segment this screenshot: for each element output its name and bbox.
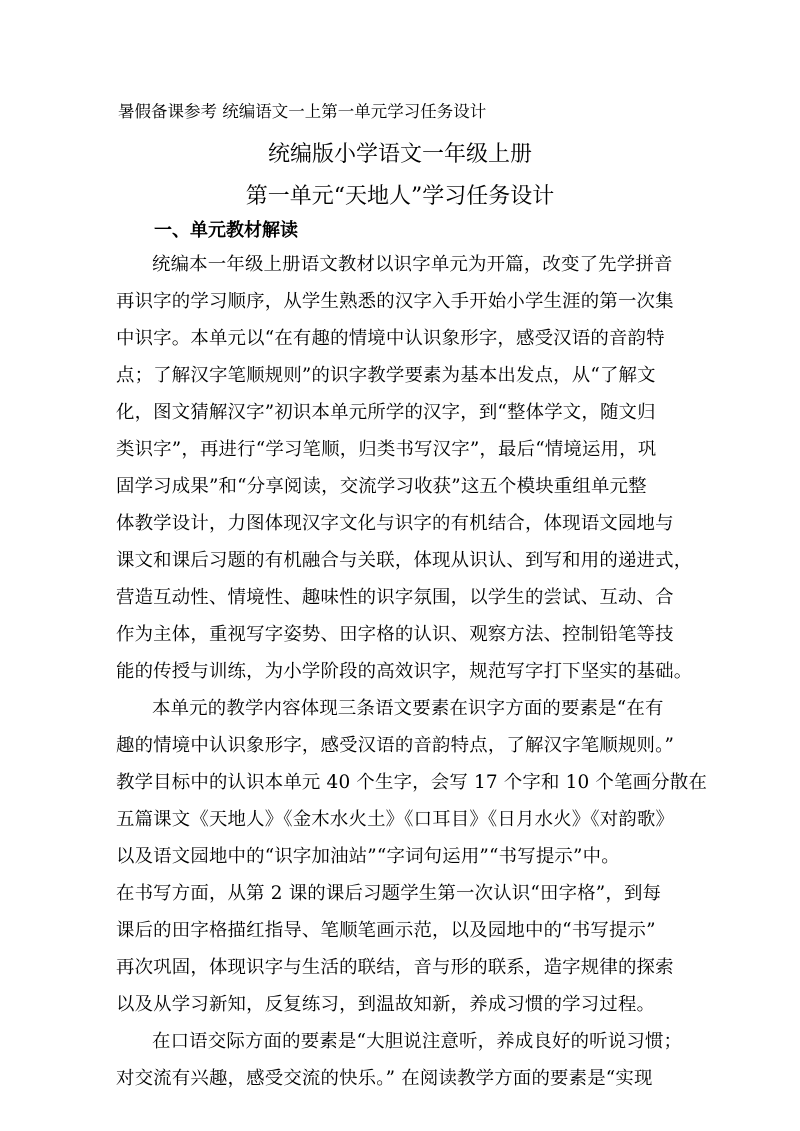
body-line: 能的传授与训练，为小学阶段的高效识字，规范写字打下坚实的基础。 (116, 661, 693, 682)
body-line: 中识字。本单元以“在有趣的情境中认识象形字，感受汉语的音韵特 (116, 328, 665, 349)
body-line: 在口语交际方面的要素是“大胆说注意听，养成良好的听说习惯； (152, 1031, 683, 1052)
body-line: 在书写方面，从第 2 课的课后习题学生第一次认识“田字格”，到每 (116, 883, 662, 904)
document-title: 统编版小学语文一年级上册 (267, 142, 532, 167)
document-subtitle: 第一单元“天地人”学习任务设计 (245, 184, 555, 209)
body-line: 本单元的教学内容体现三条语文要素在识字方面的要素是“在有 (152, 698, 664, 719)
body-line: 趣的情境中认识象形字，感受汉语的音韵特点，了解汉字笔顺规则。” (116, 735, 675, 756)
body-line: 课文和课后习题的有机融合与关联，体现从识认、到写和用的递进式， (116, 550, 693, 571)
body-line: 营造互动性、情境性、趣味性的识字氛围，以学生的尝试、互动、合 (116, 587, 674, 608)
body-line: 固学习成果”和“分享阅读，交流学习收获”这五个模块重组单元整 (116, 476, 647, 497)
body-line: 再次巩固，体现识字与生活的联结，音与形的联系，造字规律的探索 (116, 957, 674, 978)
body-line: 对交流有兴趣，感受交流的快乐。” 在阅读教学方面的要素是“实现 (116, 1068, 653, 1089)
body-line: 再识字的学习顺序，从学生熟悉的汉字入手开始小学生涯的第一次集 (116, 291, 674, 312)
section-heading: 一、单元教材解读 (154, 220, 298, 241)
body-line: 教学目标中的认识本单元 40 个生字，会写 17 个字和 10 个笔画分散在 (116, 772, 708, 793)
body-line: 作为主体，重视写字姿势、田字格的认识、观察方法、控制铅笔等技 (116, 624, 674, 645)
body-line: 以及从学习新知，反复练习，到温故知新，养成习惯的学习过程。 (116, 994, 656, 1015)
body-line: 五篇课文《天地人》《金木水火土》《口耳目》《日月水火》《对韵歌》 (116, 809, 675, 830)
body-line: 统编本一年级上册语文教材以识字单元为开篇，改变了先学拼音 (152, 254, 673, 275)
body-line: 以及语文园地中的“识字加油站”“字词句运用”“书写提示”中。 (116, 846, 620, 867)
body-line: 化，图文猜解汉字”初识本单元所学的汉字，到“整体学文，随文归 (116, 402, 656, 423)
body-line: 体教学设计，力图体现汉字文化与识字的有机结合，体现语文园地与 (116, 513, 674, 534)
header-note: 暑假备课参考 统编语文一上第一单元学习任务设计 (118, 102, 487, 121)
body-line: 课后的田字格描红指导、笔顺笔画示范，以及园地中的“书写提示” (116, 920, 656, 941)
body-line: 类识字”，再进行“学习笔顺，归类书写汉字”，最后“情境运用，巩 (116, 439, 657, 460)
body-line: 点；了解汉字笔顺规则”的识字教学要素为基本出发点，从“了解文 (116, 365, 656, 386)
